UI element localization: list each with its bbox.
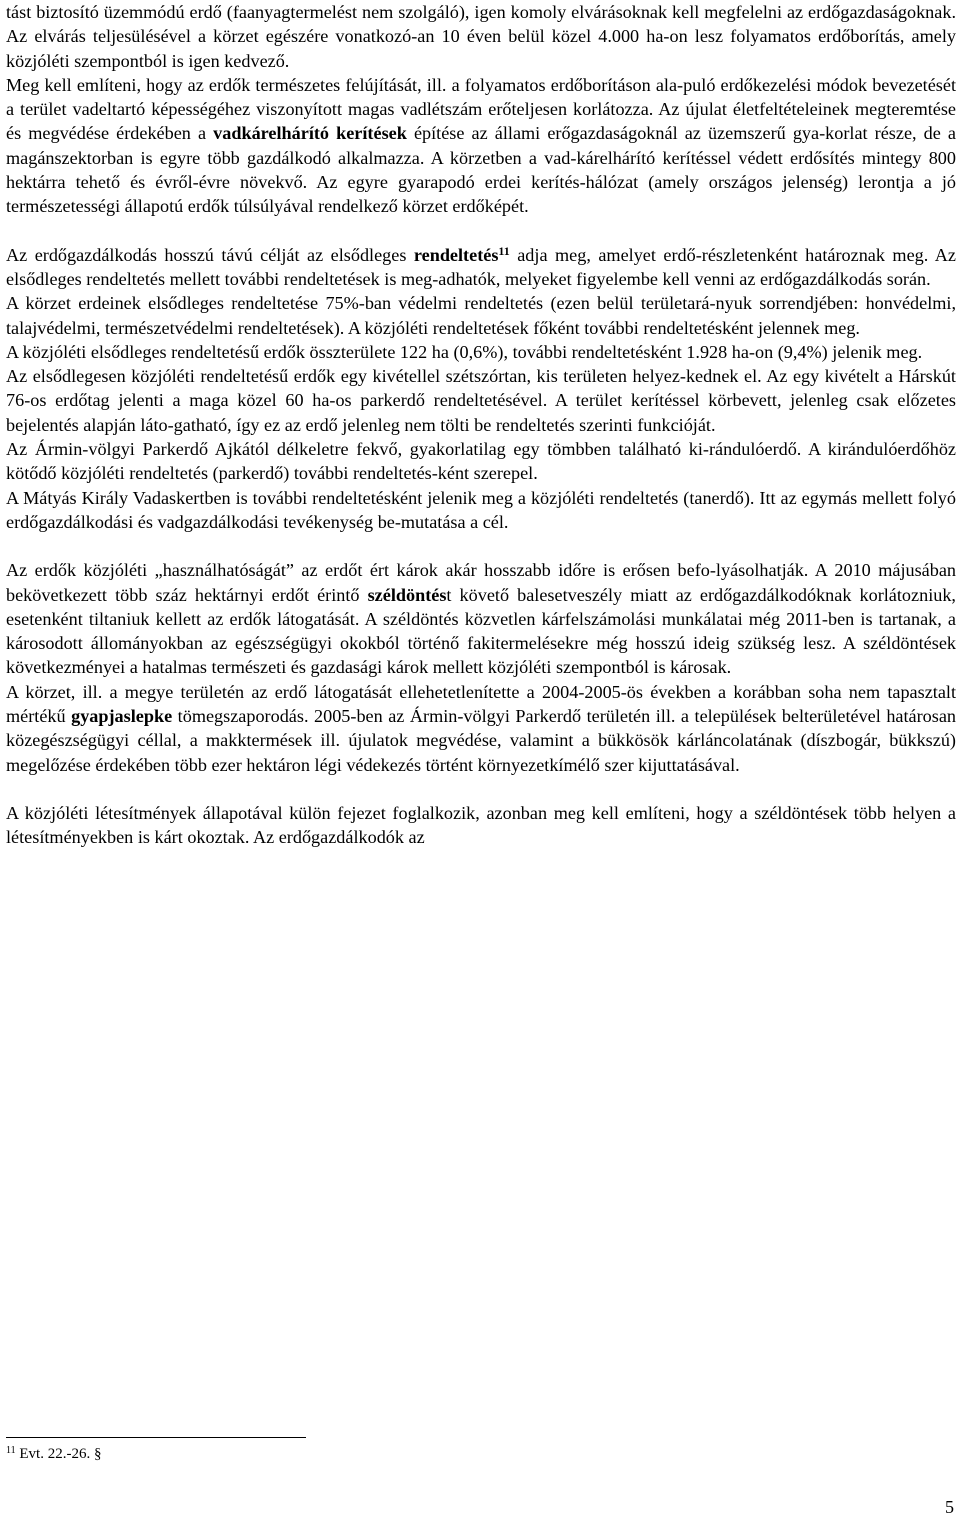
paragraph bbox=[6, 73, 956, 219]
paragraph bbox=[6, 437, 956, 486]
text-run: A körzet erdeinek elsődleges rendeltetése 75%-ban védelmi rendeltetés (ezen belül területará-nyuk sorrendjében: honvédelmi, talajvédelmi, természetvédelmi rendeltetések). A közjóléti rendeltetések főként további rendeltetésként jelennek meg. bbox=[6, 293, 956, 338]
paragraph-gap bbox=[6, 534, 956, 558]
text-run: A közjóléti elsődleges rendeltetésű erdők összterülete 122 ha (0,6%), további rendeltetésként 1.928 ha-on (9,4%) jelenik meg. bbox=[6, 341, 923, 362]
text-run: tömegszaporodás. 2005-ben az Ármin-völgyi Parkerdő területén ill. a települések belterületével határosan közegészségügyi céllal, a makktermések ill. újulatok megvédése, valamint a bükkösök kárláncolatának (díszbogár, bükkszú) megelőzése érdekében több ezer hektáron légi védekezés történt környezetkímélő szer kijuttatásával. bbox=[6, 706, 956, 775]
text-run: adja meg, amelyet erdő-részletenként határoznak meg. Az elsődleges rendeltetés mellett további rendeltetések is meg-adhatók, melyeket figyelembe kell venni az erdőgazdálkodás során. bbox=[6, 244, 956, 289]
footnote-text: Evt. 22.-26. § bbox=[15, 1446, 102, 1462]
text-run: tást biztosító üzemmódú erdő (faanyagtermelést nem szolgáló), igen komoly elvárásoknak kell megfelelni az erdőgazdaságoknak. Az elvárás teljesülésével a körzet egészére vonatkozó-an 10 éven belül közel 4.000 ha-on lesz folyamatos erdőborítás, amely közjóléti szempontból is igen kedvező. bbox=[6, 2, 956, 71]
paragraph-gap bbox=[6, 777, 956, 801]
paragraph bbox=[6, 291, 956, 340]
paragraph bbox=[6, 680, 956, 777]
paragraph bbox=[6, 340, 956, 364]
paragraph bbox=[6, 243, 956, 292]
text-run: A körzet, ill. a megye területén az erdő látogatását ellehetetlenítette a 2004-2005-ös években a korábban soha nem tapasztalt mértékű bbox=[6, 681, 956, 727]
footnote-ref: 11 bbox=[498, 243, 510, 258]
footnote bbox=[6, 1444, 101, 1464]
document-body bbox=[6, 0, 956, 850]
text-run: Az Ármin-völgyi Parkerdő Ajkától délkeletre fekvő, gyakorlatilag egy tömbben található ki-rándulóerdő. A kirándulóerdőhöz kötődő közjóléti rendeltetés (parkerdő) további rendeltetés-ként szerepel. bbox=[6, 439, 956, 484]
paragraph bbox=[6, 801, 956, 850]
bold-term: széldöntés bbox=[367, 584, 447, 605]
text-run: Az elsődlegesen közjóléti rendeltetésű erdők egy kivétellel szétszórtan, kis területen helyez-kednek el. Az egy kivételt a Hárskút 76-os erdőtag jelenti a maga közel 60 ha-os parkerdő rendeltetésével. A terület kerítéssel körbevett, jelenleg csak előzetes bejelentés alapján láto-gatható, így ez az erdő jelenleg nem tölti be rendeltetés szerinti funkcióját. bbox=[6, 366, 956, 435]
text-run: Az erdőgazdálkodás hosszú távú célját az elsődleges bbox=[6, 244, 414, 265]
text-run: A közjóléti létesítmények állapotával külön fejezet foglalkozik, azonban meg kell említeni, hogy a széldöntések több helyen a létesítményekben is kárt okoztak. Az erdőgazdálkodók az bbox=[6, 802, 956, 848]
text-run: A Mátyás Király Vadaskertben is további rendeltetésként jelenik meg a közjóléti rendeltetés (tanerdő). Itt az egymás mellett folyó erdőgazdálkodási és vadgazdálkodási tevékenység be-mutatása a cél. bbox=[6, 487, 956, 532]
page-number: 5 bbox=[945, 1497, 954, 1517]
paragraph bbox=[6, 0, 956, 73]
footnote-number: 11 bbox=[6, 1445, 16, 1456]
paragraph bbox=[6, 486, 956, 535]
text-run: t követő balesetveszély miatt az erdőgazdálkodóknak korlátozniuk, esetenként tiltaniuk kellett az erdők látogatását. A széldöntés közvetlen kárfelszámolási munkálatai még 2011-ben is tartanak, a károsodott állományokban az egészségügyi okokból történő fakitermelésekre még hosszú ideig szükség lesz. A széldöntések következményei a hatalmas természeti és gazdasági károk mellett közjóléti szempontból is károsak. bbox=[6, 584, 956, 678]
paragraph-gap bbox=[6, 219, 956, 243]
bold-term: rendeltetés bbox=[413, 244, 499, 265]
text-run: Meg kell említeni, hogy az erdők természetes felújítását, ill. a folyamatos erdőborításon ala-puló erdőkezelési módok bevezetését a terület vadeltartó képességéhez viszonyított magas vadlétszám erőteljesen korlátozza. Az újulat életfeltételeinek megteremtése és megvédése érdekében a bbox=[6, 74, 956, 144]
paragraph bbox=[6, 558, 956, 679]
paragraph bbox=[6, 364, 956, 437]
text-run: építése az állami erőgazdaságoknál az üzemszerű gya-korlat része, de a magánszektorban is egyre több gazdálkodó alkalmazza. A körzetben a vad-kárelhárító kerítéssel védett erdősítés mintegy 800 hektárra tehető és évről-évre növekvő. Az egyre gyarapodó erdei kerítés-hálózat (amely országos jelenség) lerontja a jó természetességi állapotú erdők túlsúlyával rendelkező körzet erdőképét. bbox=[6, 123, 957, 217]
footnote-separator bbox=[6, 1437, 306, 1438]
bold-term: vadkárelhárító kerítések bbox=[213, 123, 407, 144]
text-run: Az erdők közjóléti „használhatóságát” az erdőt ért károk akár hosszabb időre is erősen befo-lyásolhatják. A 2010 májusában bekövetkezett több száz hektárnyi erdőt érintő bbox=[6, 560, 956, 605]
bold-term: gyapjaslepke bbox=[71, 706, 173, 727]
